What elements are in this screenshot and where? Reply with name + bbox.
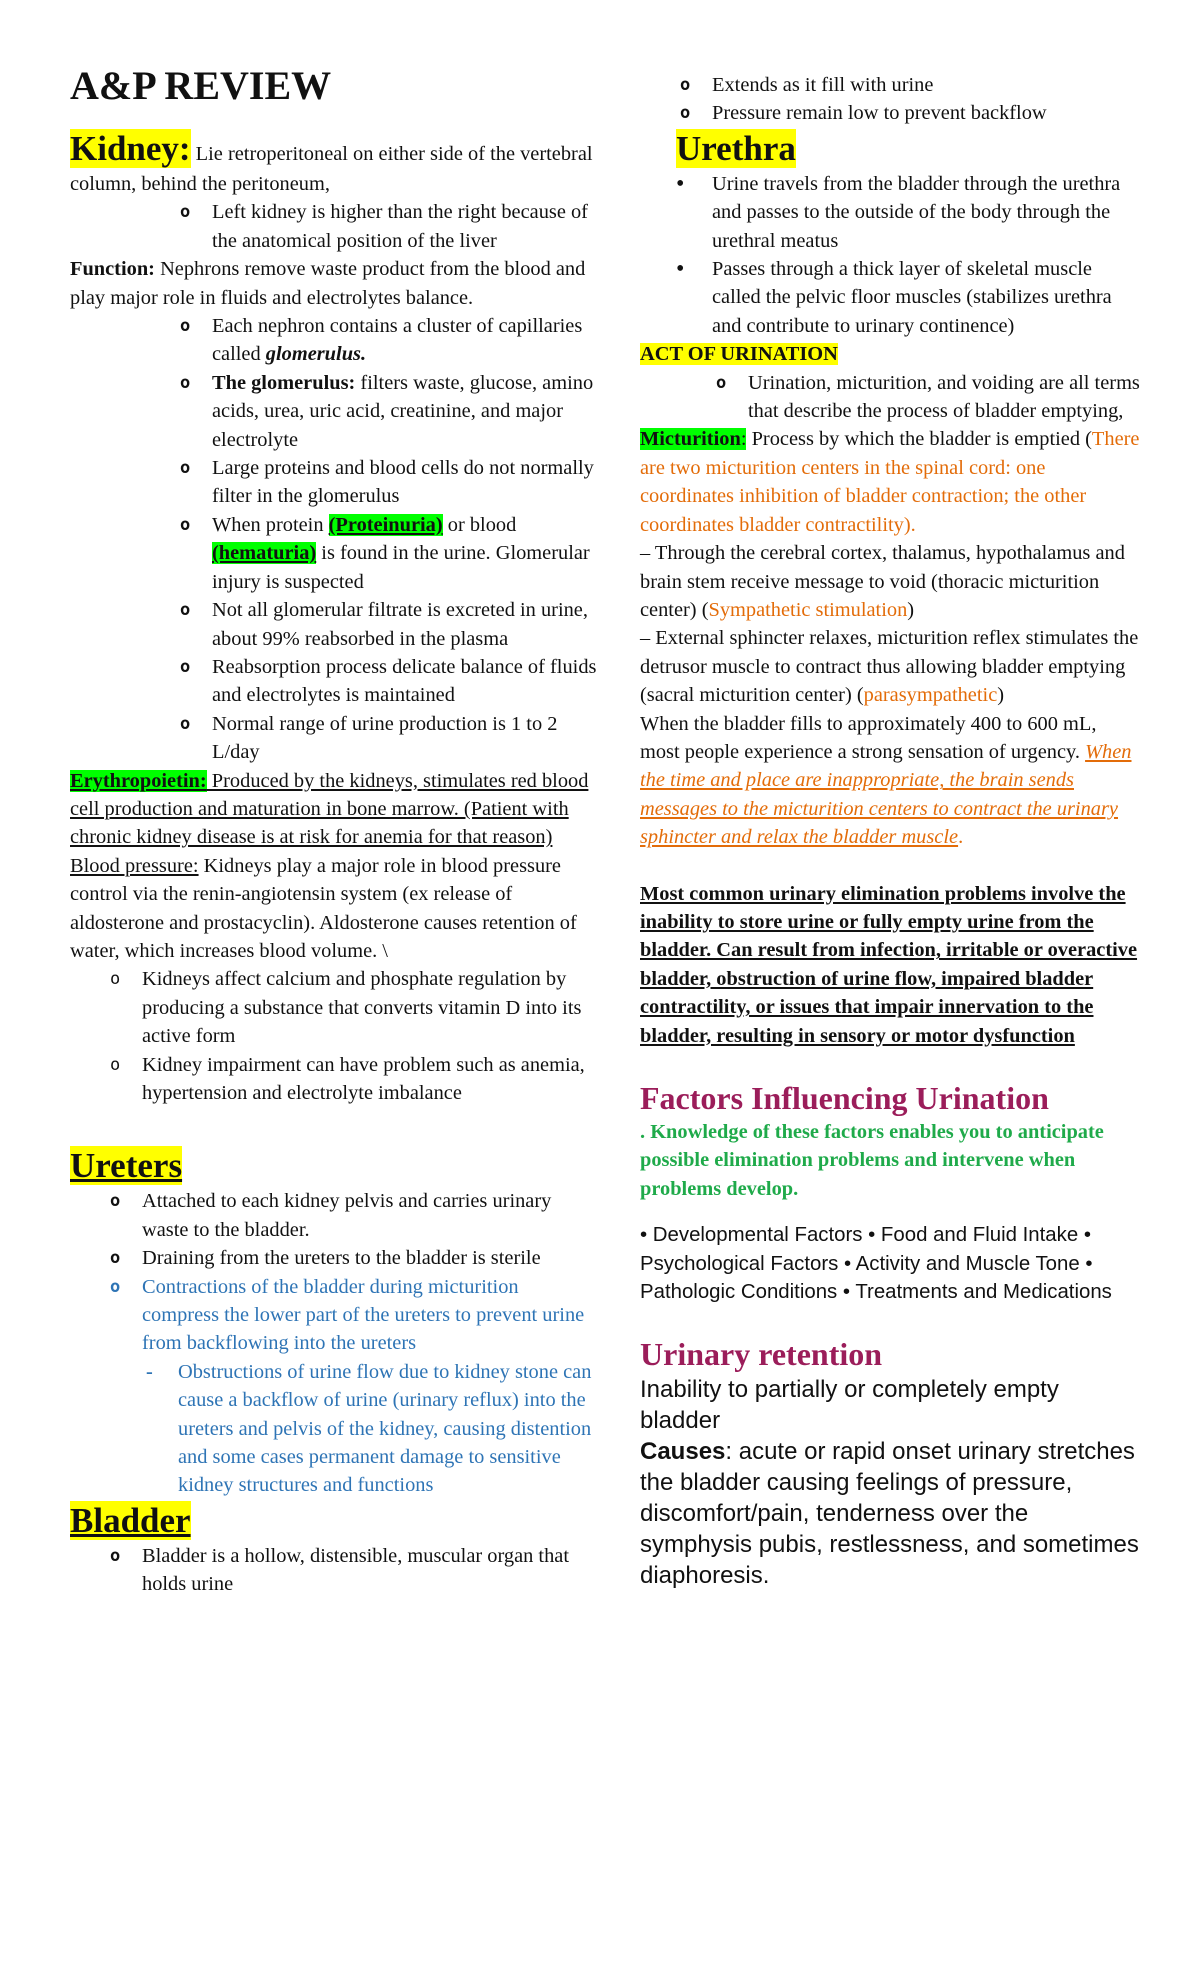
erythropoietin-label: Erythropoietin: [70,769,207,792]
page-title: A&P REVIEW [70,63,332,108]
micturition-centers-note: There are two micturition centers in the spinal cord: one coordinates inhibition of bladder contraction; the other coordinates bladder contractility). [640,428,1140,536]
erythropoietin-text: Produced by the kidneys, stimulates red blood cell production and maturation in bone marrow. (Patient with chronic kidney disease is at risk for anemia for that reason) [70,769,589,849]
list-item: - Obstructions of urine flow due to kidney stone can cause a backflow of urine (urinary reflux) into the ureters and pelvis of the kidney, causing distention and some cases permanent damage to sensitive kidney structures and functions [70,1358,600,1500]
list-item: o Contractions of the bladder during micturition compress the lower part of the ureters to prevent urine from backflowing into the ureters [70,1273,600,1358]
urination-heading: ACT OF URINATION [640,343,838,366]
list-item: o Urination, micturition, and voiding are all terms that describe the process of bladder emptying, [640,369,1140,426]
list-item-text: filters waste, glucose, amino acids, urea, uric acid, creatinine, and major electrolyte [212,371,594,451]
list-item: o Pressure remain low to prevent backflow [640,99,1140,127]
list-item: o Large proteins and blood cells do not normally filter in the glomerulus [70,454,600,511]
blood-pressure-paragraph [70,852,600,966]
problems-paragraph: Most common urinary elimination problems involve the inability to store urine or fully empty urine from the bladder. Can result from infection, irritable or overactive bladder, obstruction of urine flow, impaired bladder contractility, or issues that impair innervation to the bladder, resulting in sensory or motor dysfunction [640,882,1138,1047]
blood-pressure-label: Blood pressure: [70,854,199,877]
brain-messages-note: When the time and place are inappropriate, the brain sends messages to the micturition centers to contract the urinary sphincter and relax the bladder muscle [640,740,1132,849]
period: . [958,826,964,849]
function-label: Function: [70,258,155,281]
function-text: Nephrons remove waste product from the blood and play major role in fluids and electrolytes balance. [70,258,586,309]
list-item: o Not all glomerular filtrate is excreted in urine, about 99% reabsorbed in the plasma [70,596,600,653]
list-item: o Reabsorption process delicate balance of fluids and electrolytes is maintained [70,653,600,710]
glomerulus-term: glomerulus. [265,343,367,366]
list-item: o Kidneys affect calcium and phosphate regulation by producing a substance that converts vitamin D into its active form [70,965,600,1050]
micturition-label: Micturition [640,428,741,451]
list-item: o Draining from the ureters to the bladder is sterile [70,1244,600,1272]
bladder-bullets-right [640,71,1140,128]
kidney-bullets-2 [70,312,600,767]
sphincter-text: – External sphincter relaxes, micturition reflex stimulates the detrusor muscle to contract thus allowing bladder emptying (sacral micturition center) ( [640,627,1139,707]
spacer [640,1306,1140,1334]
urethra-bullets [640,170,1140,340]
micturition-paragraph [640,425,1140,539]
list-item: o Bladder is a hollow, distensible, muscular organ that holds urine [70,1542,600,1599]
urgency-text: When the bladder fills to approximately 400 to 600 mL, most people experience a strong sensation of urgency. [640,712,1097,763]
urination-heading-row [640,340,1140,368]
urethra-heading: Urethra [676,128,796,168]
spacer [640,852,1140,880]
list-item-text: is found in the urine. Glomerular injury is suspected [212,542,590,593]
list-item: o Normal range of urine production is 1 to 2 L/day [70,710,600,767]
list-item-text: Each nephron contains a cluster of capillaries called [212,315,583,366]
factors-subtitle: . Knowledge of these factors enables you to anticipate possible elimination problems and intervene when problems develop. [640,1121,1104,1200]
list-item: • Passes through a thick layer of skeletal muscle called the pelvic floor muscles (stabilizes urethra and contribute to urinary continence) [640,255,1140,340]
ureters-bullets [70,1187,600,1357]
sphincter-paragraph [640,624,1140,709]
bladder-heading-row [70,1500,600,1542]
factors-heading: Factors Influencing Urination [640,1080,1049,1116]
retention-heading: Urinary retention [640,1336,883,1373]
parasympathetic-note: parasympathetic [863,684,998,707]
list-item-text: or blood [442,513,517,536]
ureters-heading: Ureters [70,1146,183,1186]
bladder-bullets-left [70,1542,600,1599]
paren-close: ) [907,598,915,621]
retention-definition: Inability to partially or completely empty bladder [640,1376,1059,1435]
left-column [70,62,600,1599]
list-item: • Urine travels from the bladder through the urethra and passes to the outside of the body through the urethral meatus [640,170,1140,255]
factors-list: • Developmental Factors • Food and Fluid Intake • Psychological Factors • Activity and Muscle Tone • Pathologic Conditions • Treatments and Medications [640,1224,1112,1304]
cortex-paragraph [640,539,1140,624]
spacer [640,1050,1140,1078]
erythropoietin-paragraph [70,767,600,852]
causes-text: : acute or rapid onset urinary stretches the bladder causing feelings of pressure, discomfort/pain, tenderness over the symphysis pubis, restlessness, and sometimes diaphoresis. [640,1438,1139,1590]
retention-causes [640,1436,1140,1591]
urgency-paragraph [640,710,1140,852]
bladder-heading: Bladder [70,1500,191,1540]
urination-bullets [640,369,1140,426]
kidney-bullets-1 [70,198,600,255]
micturition-colon: : [740,428,747,451]
kidney-intro [70,128,600,198]
causes-label: Causes [640,1438,726,1466]
kidney-intro-text: Lie retroperitoneal on either side of the vertebral column, behind the peritoneum, [70,143,593,195]
list-item [70,369,600,454]
list-item: o Left kidney is higher than the right because of the anatomical position of the liver [70,198,600,255]
kidney-heading: Kidney: [70,129,191,168]
sympathetic-note: Sympathetic stimulation [708,598,908,621]
glomerulus-label: The glomerulus: [212,371,356,394]
micturition-text: Process by which the bladder is emptied ( [746,428,1092,451]
paren-close: ) [997,684,1005,707]
list-item: o Attached to each kidney pelvis and carries urinary waste to the bladder. [70,1187,600,1244]
list-item: o Kidney impairment can have problem such as anemia, hypertension and electrolyte imbalance [70,1051,600,1108]
kidney-function [70,255,600,312]
spacer [70,1107,600,1145]
hematuria-term: (hematuria) [212,542,317,565]
list-item-text: When protein [212,513,329,536]
urethra-heading-row [676,128,1140,170]
right-column [640,71,1140,1591]
ureters-subbullets [70,1358,600,1500]
spacer [640,1203,1140,1221]
list-item [70,511,600,596]
blood-pressure-text: Kidneys play a major role in blood pressure control via the renin-angiotensin system (ex release of aldosterone and prostacyclin). Aldosterone causes retention of water, which increases blood volume. \ [70,854,577,962]
cortex-text: – Through the cerebral cortex, thalamus, hypothalamus and brain stem receive message to void (thoracic micturition center) ( [640,542,1125,621]
kidney-bullets-3 [70,965,600,1107]
list-item [70,312,600,369]
proteinuria-term: (Proteinuria) [328,513,443,536]
ureters-heading-row [70,1145,600,1187]
list-item: o Extends as it fill with urine [640,71,1140,99]
